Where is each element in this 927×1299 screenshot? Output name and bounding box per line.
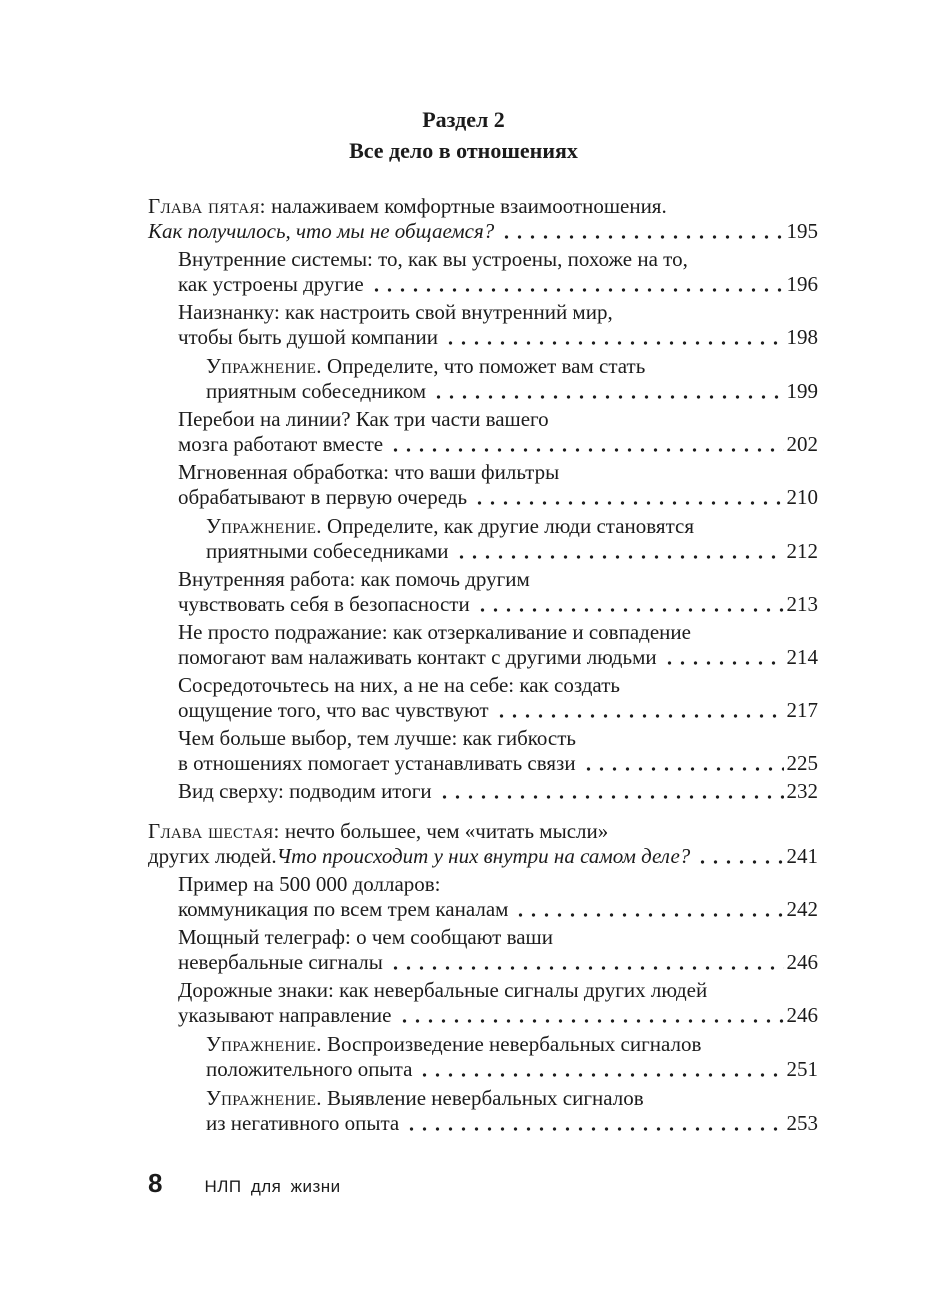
toc-page-number: 246 [786,1003,818,1027]
section-title: Все дело в отношениях [349,138,578,163]
dot-leader [432,394,783,400]
toc-entry-line [178,300,818,325]
toc-page-number: 246 [786,950,818,974]
toc-entry-line [178,567,818,592]
toc-entry-section [148,567,818,617]
toc-entry-exercise [148,354,818,404]
dot-leader [495,713,784,719]
table-of-contents [148,194,818,1139]
chapter-label: Глава пятая: [148,194,266,218]
toc-page-number: 212 [786,539,818,563]
toc-entry-line [178,872,818,897]
exercise-title-text: положительного опыта [206,1057,413,1081]
toc-entry-line [206,1111,818,1136]
chapter-subtitle: Как получилось, что мы не общаемся? [148,219,495,243]
toc-page-number: 195 [786,219,818,243]
toc-entry-exercise [148,514,818,564]
toc-entry-section [148,726,818,776]
footer-book-title: НЛП для жизни [204,1177,341,1196]
toc-page-number: 225 [786,751,818,775]
section-title-text: Вид сверху: подводим итоги [178,779,432,803]
toc-entry-line [206,379,818,404]
toc-entry-line [178,407,818,432]
toc-entry-line [178,751,818,776]
toc-entry-line [178,485,818,510]
toc-entry-line [178,978,818,1003]
dot-leader [500,234,783,240]
toc-entry-section [148,925,818,975]
exercise-title-text: приятными собеседниками [206,539,449,563]
dot-leader [473,500,783,506]
exercise-label: Упражнение. [206,1086,322,1110]
toc-entry-line [178,897,818,922]
toc-entry-chapter [148,194,818,244]
toc-entry-line [206,1086,818,1111]
toc-entry-line [148,219,818,244]
toc-page-number: 213 [786,592,818,616]
toc-entry-line [178,645,818,670]
section-title-text: Наизнанку: как настроить свой внутренний мир, [178,300,613,324]
toc-entry-section [148,460,818,510]
chapter-title: налаживаем комфортные взаимоотношения. [265,194,667,218]
toc-page-number: 214 [786,645,818,669]
dot-leader [663,660,784,666]
exercise-label: Упражнение. [206,514,322,538]
toc-entry-section [148,673,818,723]
toc-page-number: 253 [786,1111,818,1135]
chapter-label: Глава шестая: [148,819,280,843]
section-title-text: в отношениях помогает устанавливать связи [178,751,576,775]
section-title-text: Не просто подражание: как отзеркаливание и совпадение [178,620,691,644]
dot-leader [455,554,784,560]
exercise-title-text: Выявление невербальных сигналов [321,1086,644,1110]
section-title-text: Внутренняя работа: как помочь другим [178,567,530,591]
section-title-text: ощущение того, что вас чувствуют [178,698,489,722]
section-title-text: мозга работают вместе [178,432,384,456]
toc-entry-section [148,407,818,457]
chapter-subtitle: Что происходит у них внутри на самом деле? [276,844,691,868]
dot-leader [514,912,783,918]
toc-entry-section [148,779,818,804]
toc-page-number: 202 [786,432,818,456]
dot-leader [582,766,784,772]
toc-entry-line [178,247,818,272]
toc-page-number: 210 [786,485,818,509]
toc-entry-line [178,950,818,975]
toc-entry-section [148,300,818,350]
toc-page-number: 217 [786,698,818,722]
toc-page-number: 251 [786,1057,818,1081]
section-title-text: чтобы быть душой компании [178,325,438,349]
section-title-text: чувствовать себя в безопасности [178,592,470,616]
section-title-text: как устроены другие [178,272,364,296]
section-title-text: обрабатывают в первую очередь [178,485,468,509]
section-title-text: Внутренние системы: то, как вы устроены, похоже на то, [178,247,688,271]
section-title-text: Сосредоточьтесь на них, а не на себе: как создать [178,673,620,697]
toc-entry-line [206,514,818,539]
toc-page-number: 242 [786,897,818,921]
section-title-text: помогают вам налаживать контакт с другими людьми [178,645,657,669]
exercise-title-text: приятным собеседником [206,379,427,403]
section-title-text: Перебои на линии? Как три части вашего [178,407,549,431]
toc-entry-exercise [148,1032,818,1082]
exercise-title-text: из негативного опыта [206,1111,400,1135]
section-title-text: указывают направление [178,1003,392,1027]
chapter-title: других людей. [148,844,277,868]
exercise-title-text: Воспроизведение невербальных сигналов [321,1032,702,1056]
toc-entry-line [178,779,818,804]
dot-leader [476,607,784,613]
toc-page-number: 196 [786,272,818,296]
dot-leader [444,340,784,346]
toc-entry-line [148,844,818,869]
exercise-label: Упражнение. [206,1032,322,1056]
footer-page-number: 8 [148,1168,163,1198]
dot-leader [405,1126,783,1132]
toc-entry-line [178,726,818,751]
toc-entry-line [178,272,818,297]
section-title-text: Дорожные знаки: как невербальные сигналы других людей [178,978,708,1002]
section-title-text: коммуникация по всем трем каналам [178,897,509,921]
section-title-text: Чем больше выбор, тем лучше: как гибкость [178,726,577,750]
toc-entry-line [178,925,818,950]
toc-entry-line [206,539,818,564]
toc-entry-line [178,673,818,698]
toc-entry-line [178,432,818,457]
dot-leader [696,859,783,865]
toc-entry-exercise [148,1086,818,1136]
section-title-text: Мгновенная обработка: что ваши фильтры [178,460,560,484]
chapter-title: нечто большее, чем «читать мысли» [279,819,609,843]
toc-entry-section [148,247,818,297]
toc-entry-chapter [148,819,818,869]
section-label: Раздел 2 [422,107,505,132]
dot-leader [389,965,784,971]
toc-entry-line [178,1003,818,1028]
toc-page-number: 199 [786,379,818,403]
toc-entry-section [148,978,818,1028]
exercise-title-text: Определите, как другие люди становятся [321,514,694,538]
dot-leader [418,1072,783,1078]
page-footer [148,1168,341,1199]
toc-page-number: 198 [786,325,818,349]
toc-entry-line [178,698,818,723]
page-header [0,104,927,166]
toc-entry-section [148,620,818,670]
toc-page-number: 241 [786,844,818,868]
toc-entry-line [178,592,818,617]
section-title-text: Мощный телеграф: о чем сообщают ваши [178,925,553,949]
exercise-title-text: Определите, что поможет вам стать [321,354,646,378]
toc-entry-line [178,460,818,485]
dot-leader [389,447,783,453]
toc-entry-line [206,354,818,379]
toc-entry-line [206,1032,818,1057]
toc-entry-line [206,1057,818,1082]
toc-entry-section [148,872,818,922]
dot-leader [438,794,784,800]
exercise-label: Упражнение. [206,354,322,378]
section-title-text: Пример на 500 000 долларов: [178,872,441,896]
toc-entry-line [148,194,818,219]
dot-leader [370,287,784,293]
toc-entry-line [178,325,818,350]
toc-entry-line [148,819,818,844]
section-title-text: невербальные сигналы [178,950,383,974]
toc-entry-line [178,620,818,645]
dot-leader [398,1018,784,1024]
toc-page-number: 232 [786,779,818,803]
